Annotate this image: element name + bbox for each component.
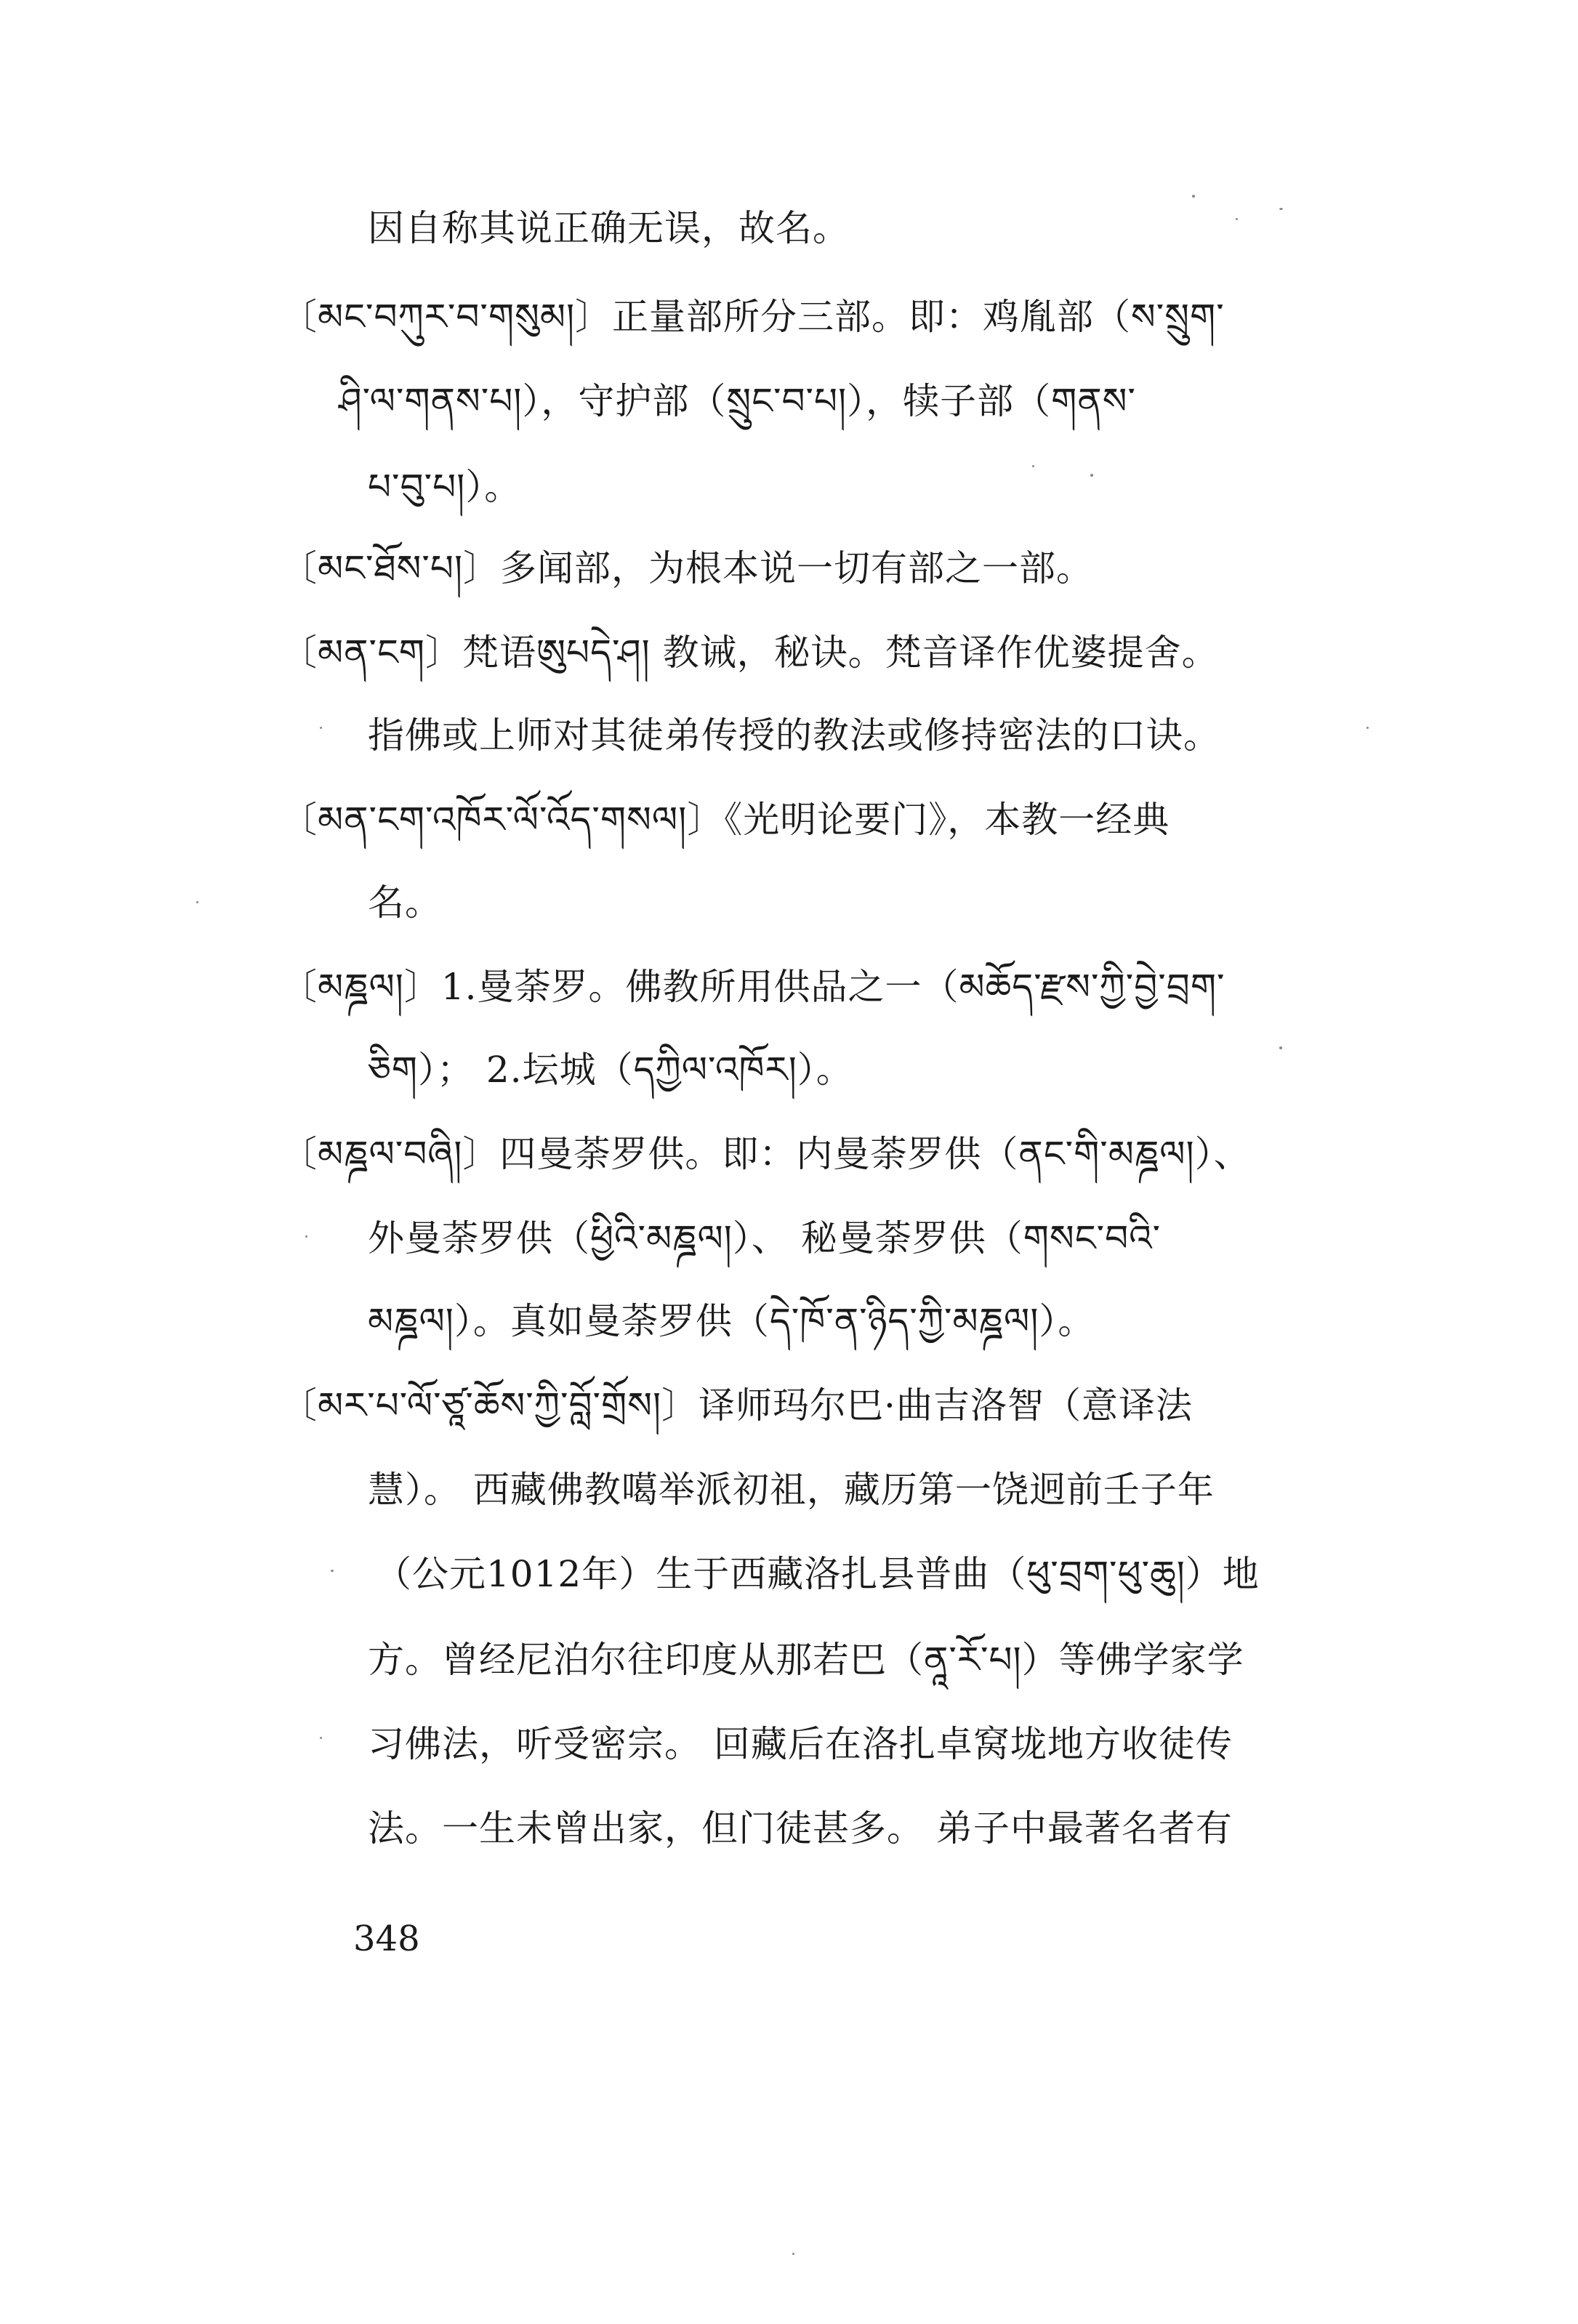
text-line: 方。曾经尼泊尔往印度从那若巴（ནཱ་རོ་པ།）等佛学家学 [368,1639,1244,1681]
scan-speck [792,2253,794,2255]
text-line: （公元1012年）生于西藏洛扎县普曲（ཕུ་བྲག་ཕུ་ཆུ།）地 [375,1553,1260,1595]
scan-speck [320,727,322,729]
text-line: 慧）。 西藏佛教噶举派初祖，藏历第一饶迥前壬子年 [368,1469,1215,1511]
scan-speck [331,1570,334,1572]
scan-speck [1032,465,1034,467]
text-line: 外曼荼罗供（ཕྱིའི་མཎྜལ།）、 秘曼荼罗供（གསང་བའི་ [368,1217,1162,1259]
scan-speck [1366,727,1369,729]
text-line: 〔མང་བཀུར་བ་གསུམ།〕正量部所分三部。即：鸡胤部（ས་སྲུག་ [281,296,1225,338]
scan-speck [1090,474,1093,477]
scan-speck [196,901,198,903]
text-line: 指佛或上师对其徒弟传授的教法或修持密法的口诀。 [368,714,1220,756]
text-line: 〔མང་ཐོས་པ།〕多闻部，为根本说一切有部之一部。 [281,547,1094,589]
text-line: 〔མཎྜལ་བཞི།〕四曼荼罗供。即：内曼荼罗供（ནང་གི་མཎྜལ།）、 [281,1133,1251,1175]
text-line: མཎྜལ།）。真如曼荼罗供（དེ་ཁོ་ན་ཉིད་ཀྱི་མཎྜལ།）。 [368,1300,1095,1342]
text-line: 〔མན་ངག〕梵语ཨུཔདེ་ཤ། 教诫，秘诀。梵音译作优婆提舍。 [281,632,1219,674]
scan-speck [320,1737,322,1739]
text-line: པ་བུ་པ།）。 [368,466,522,508]
text-line: 〔མར་པ་ལོ་ཙཱ་ཆོས་ཀྱི་བློ་གྲོས།〕译师玛尔巴·曲吉洛智（意译法 [281,1384,1193,1427]
scan-speck [1236,218,1238,220]
scan-speck [1192,195,1195,198]
text-line: 习佛法，听受密宗。 回藏后在洛扎卓窝垅地方收徒传 [368,1723,1233,1765]
scan-speck [1279,208,1283,210]
text-line: ཤི་ལ་གནས་པ།），守护部（སྲུང་བ་པ།），犊子部（གནས་ [339,380,1136,422]
scan-speck [1279,1046,1282,1049]
text-line: 〔མན་ངག་འཁོར་ལོ་འོད་གསལ།〕《光明论要门》，本教一经典 [281,799,1170,841]
text-line: 因自称其说正确无误，故名。 [368,207,850,249]
text-line: 名。 [368,881,442,924]
text-line: 法。一生未曾出家，但门徒甚多。 弟子中最著名者有 [368,1807,1233,1849]
scan-speck [305,1235,307,1238]
text-line: ཅིག）； 2.坛城（དཀྱིལ་འཁོར།）。 [368,1049,853,1091]
page-number: 348 [353,1918,420,1959]
text-line: 〔མཎྜལ།〕1.曼荼罗。佛教所用供品之一（མཆོད་རྫས་ཀྱི་བྱེ་བྲག་ [281,966,1225,1008]
